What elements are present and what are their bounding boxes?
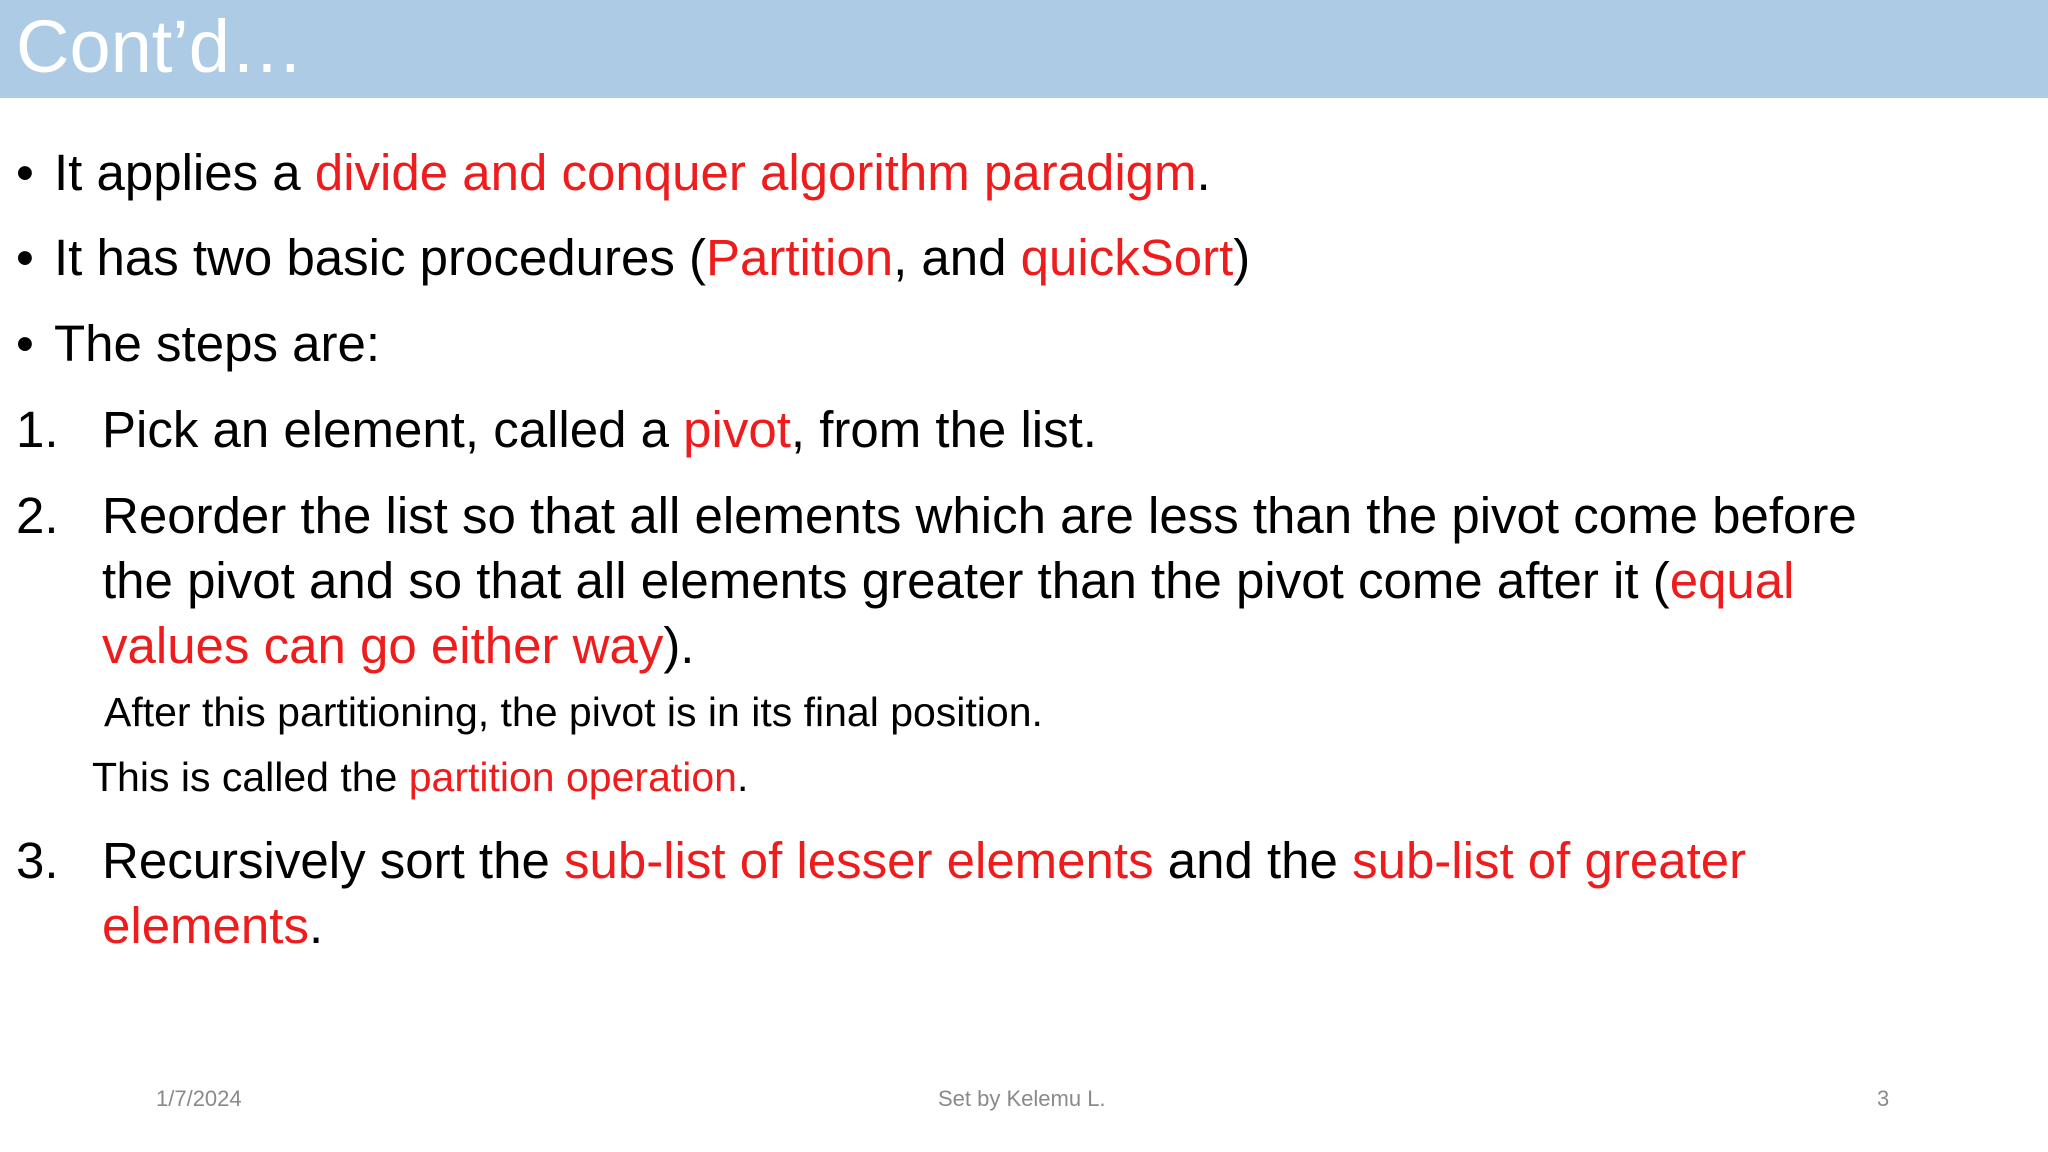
body-text: After this partitioning, the pivot is in its final position. bbox=[104, 689, 1043, 735]
step-number: 1. bbox=[16, 401, 59, 458]
body-text: It applies a bbox=[54, 144, 315, 201]
bullet-marker: • bbox=[16, 315, 34, 372]
emphasis-text: sub-list of greater bbox=[1352, 832, 1747, 889]
emphasis-text: partition operation bbox=[408, 754, 737, 800]
step-number: 2. bbox=[16, 487, 59, 544]
step-text-line bbox=[102, 549, 1795, 613]
body-text: Reorder the list so that all elements which are less than the pivot come before bbox=[102, 487, 1857, 544]
emphasis-text: Partition bbox=[705, 229, 894, 286]
body-text: . bbox=[308, 897, 324, 954]
step-text-line bbox=[102, 484, 1857, 548]
body-text: It has two basic procedures ( bbox=[54, 229, 706, 286]
body-text: . bbox=[1196, 144, 1211, 201]
emphasis-text: sub-list of lesser elements bbox=[564, 832, 1154, 889]
emphasis-text: elements bbox=[102, 897, 309, 954]
bullet-marker: • bbox=[16, 144, 34, 201]
bullet-item bbox=[54, 226, 1250, 290]
bullet-item bbox=[54, 312, 380, 376]
body-text: , and bbox=[893, 229, 1021, 286]
title-bar bbox=[0, 0, 2048, 98]
body-text: This is called the bbox=[92, 754, 409, 800]
body-text: ). bbox=[663, 617, 695, 674]
footer-page-number: 3 bbox=[1877, 1086, 1890, 1111]
body-text: Recursively sort the bbox=[102, 832, 564, 889]
emphasis-text: quickSort bbox=[1020, 229, 1234, 286]
body-text: , from the list. bbox=[790, 401, 1097, 458]
footer-author: Set by Kelemu L. bbox=[938, 1086, 1106, 1111]
body-text: and the bbox=[1153, 832, 1353, 889]
emphasis-text: pivot bbox=[683, 401, 791, 458]
body-text: The steps are: bbox=[54, 315, 380, 372]
emphasis-text: equal bbox=[1669, 552, 1795, 609]
bullet-item bbox=[54, 141, 1211, 205]
step-text-line bbox=[102, 894, 323, 958]
body-text: Pick an element, called a bbox=[102, 401, 684, 458]
step-note-line bbox=[104, 686, 1043, 738]
body-text: ) bbox=[1233, 229, 1251, 286]
step-text-line bbox=[102, 829, 1746, 893]
bullet-marker: • bbox=[16, 229, 34, 286]
slide-title: Cont’d… bbox=[16, 5, 304, 88]
step-text-line bbox=[102, 614, 694, 678]
emphasis-text: divide and conquer algorithm paradigm bbox=[314, 144, 1197, 201]
step-text-line bbox=[102, 398, 1097, 462]
step-note-line bbox=[92, 751, 748, 803]
step-number: 3. bbox=[16, 832, 59, 889]
body-text: the pivot and so that all elements greater than the pivot come after it ( bbox=[102, 552, 1670, 609]
body-text: . bbox=[736, 754, 749, 800]
footer-date: 1/7/2024 bbox=[156, 1086, 242, 1111]
emphasis-text: values can go either way bbox=[102, 617, 664, 674]
